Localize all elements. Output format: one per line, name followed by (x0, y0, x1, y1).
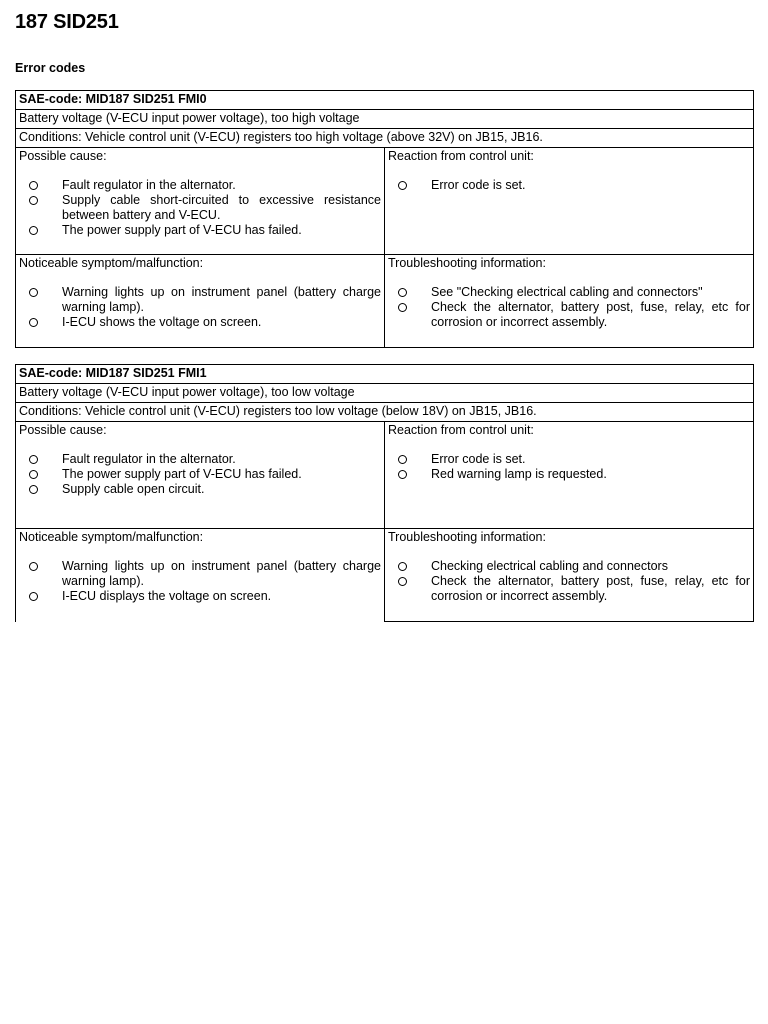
bullet-circle-icon (29, 288, 38, 297)
error-code-table-fmi0 (15, 90, 754, 348)
list-item (19, 193, 381, 223)
list-item-text: The power supply part of V-ECU has failed. (62, 223, 302, 237)
fault-description: Battery voltage (V-ECU input power voltage), too low voltage (16, 384, 754, 403)
conditions-row (16, 129, 754, 148)
symptom-heading: Noticeable symptom/malfunction: (19, 256, 204, 270)
symptom-cell (16, 529, 385, 622)
bullet-circle-icon (29, 318, 38, 327)
bullet-circle-icon (29, 455, 38, 464)
bullet-circle-icon (398, 455, 407, 464)
fault-conditions: Conditions: Vehicle control unit (V-ECU) registers too low voltage (below 18V) on JB15, JB16. (16, 403, 754, 422)
possible-cause-cell (16, 148, 385, 255)
list-item-text: Fault regulator in the alternator. (62, 178, 236, 192)
reaction-heading: Reaction from control unit: (388, 423, 534, 437)
reaction-cell (385, 422, 754, 529)
reaction-heading: Reaction from control unit: (388, 149, 534, 163)
bullet-circle-icon (29, 181, 38, 190)
sae-code: SAE-code: MID187 SID251 FMI0 (16, 91, 754, 110)
symptom-heading: Noticeable symptom/malfunction: (19, 530, 204, 544)
list-item-text: Fault regulator in the alternator. (62, 452, 236, 466)
troubleshooting-heading: Troubleshooting information: (388, 530, 546, 544)
troubleshooting-cell (385, 529, 754, 622)
fault-conditions: Conditions: Vehicle control unit (V-ECU) registers too high voltage (above 32V) on JB15, JB16. (16, 129, 754, 148)
list-item-text: Error code is set. (431, 452, 526, 466)
list-item (19, 178, 381, 193)
troubleshooting-cell (385, 255, 754, 348)
reaction-list (388, 178, 750, 193)
possible-cause-heading: Possible cause: (19, 149, 107, 163)
list-item-text: Supply cable short-circuited to excessive resistance between battery and V-ECU. (62, 193, 381, 222)
bullet-circle-icon (29, 592, 38, 601)
list-item (19, 467, 381, 482)
list-item (388, 178, 750, 193)
symptom-list (19, 285, 381, 330)
list-item (388, 300, 750, 330)
list-item-text: Supply cable open circuit. (62, 482, 205, 496)
bullet-circle-icon (29, 226, 38, 235)
conditions-row (16, 403, 754, 422)
bullet-circle-icon (398, 181, 407, 190)
description-row (16, 110, 754, 129)
bullet-circle-icon (29, 196, 38, 205)
list-item (19, 559, 381, 589)
list-item-text: Warning lights up on instrument panel (battery charge warning lamp). (62, 559, 381, 588)
list-item (19, 589, 381, 604)
list-item (388, 285, 750, 300)
bullet-circle-icon (29, 485, 38, 494)
list-item (388, 574, 750, 604)
list-item-text: See "Checking electrical cabling and connectors" (431, 285, 703, 299)
sae-code-row (16, 365, 754, 384)
list-item-text: Red warning lamp is requested. (431, 467, 607, 481)
troubleshooting-list (388, 285, 750, 330)
list-item (388, 467, 750, 482)
sae-code-row (16, 91, 754, 110)
list-item (388, 559, 750, 574)
reaction-cell (385, 148, 754, 255)
list-item-text: I-ECU shows the voltage on screen. (62, 315, 262, 329)
section-heading-error-codes: Error codes (15, 61, 86, 75)
list-item (19, 285, 381, 315)
error-code-table-fmi1 (15, 364, 754, 622)
list-item (19, 315, 381, 330)
list-item-text: The power supply part of V-ECU has failed. (62, 467, 302, 481)
list-item (19, 452, 381, 467)
list-item-text: Check the alternator, battery post, fuse, relay, etc for corrosion or incorrect assembly. (431, 574, 750, 603)
sae-code: SAE-code: MID187 SID251 FMI1 (16, 365, 754, 384)
symptom-troubleshooting-row (16, 529, 754, 622)
bullet-circle-icon (29, 562, 38, 571)
page-title: 187 SID251 (15, 11, 119, 33)
list-item-text: Warning lights up on instrument panel (battery charge warning lamp). (62, 285, 381, 314)
list-item (19, 482, 381, 497)
reaction-list (388, 452, 750, 482)
list-item-text: Error code is set. (431, 178, 526, 192)
possible-cause-cell (16, 422, 385, 529)
bullet-circle-icon (398, 303, 407, 312)
symptom-cell (16, 255, 385, 348)
list-item-text: Check the alternator, battery post, fuse, relay, etc for corrosion or incorrect assembly. (431, 300, 750, 329)
list-item (388, 452, 750, 467)
bullet-circle-icon (398, 577, 407, 586)
troubleshooting-list (388, 559, 750, 604)
symptom-list (19, 559, 381, 604)
list-item (19, 223, 381, 238)
bullet-circle-icon (398, 562, 407, 571)
list-item-text: I-ECU displays the voltage on screen. (62, 589, 272, 603)
list-item-text: Checking electrical cabling and connectors (431, 559, 668, 573)
cause-reaction-row (16, 148, 754, 255)
possible-cause-list (19, 452, 381, 497)
bullet-circle-icon (29, 470, 38, 479)
troubleshooting-heading: Troubleshooting information: (388, 256, 546, 270)
bullet-circle-icon (398, 288, 407, 297)
bullet-circle-icon (398, 470, 407, 479)
symptom-troubleshooting-row (16, 255, 754, 348)
fault-description: Battery voltage (V-ECU input power voltage), too high voltage (16, 110, 754, 129)
possible-cause-heading: Possible cause: (19, 423, 107, 437)
possible-cause-list (19, 178, 381, 238)
description-row (16, 384, 754, 403)
cause-reaction-row (16, 422, 754, 529)
